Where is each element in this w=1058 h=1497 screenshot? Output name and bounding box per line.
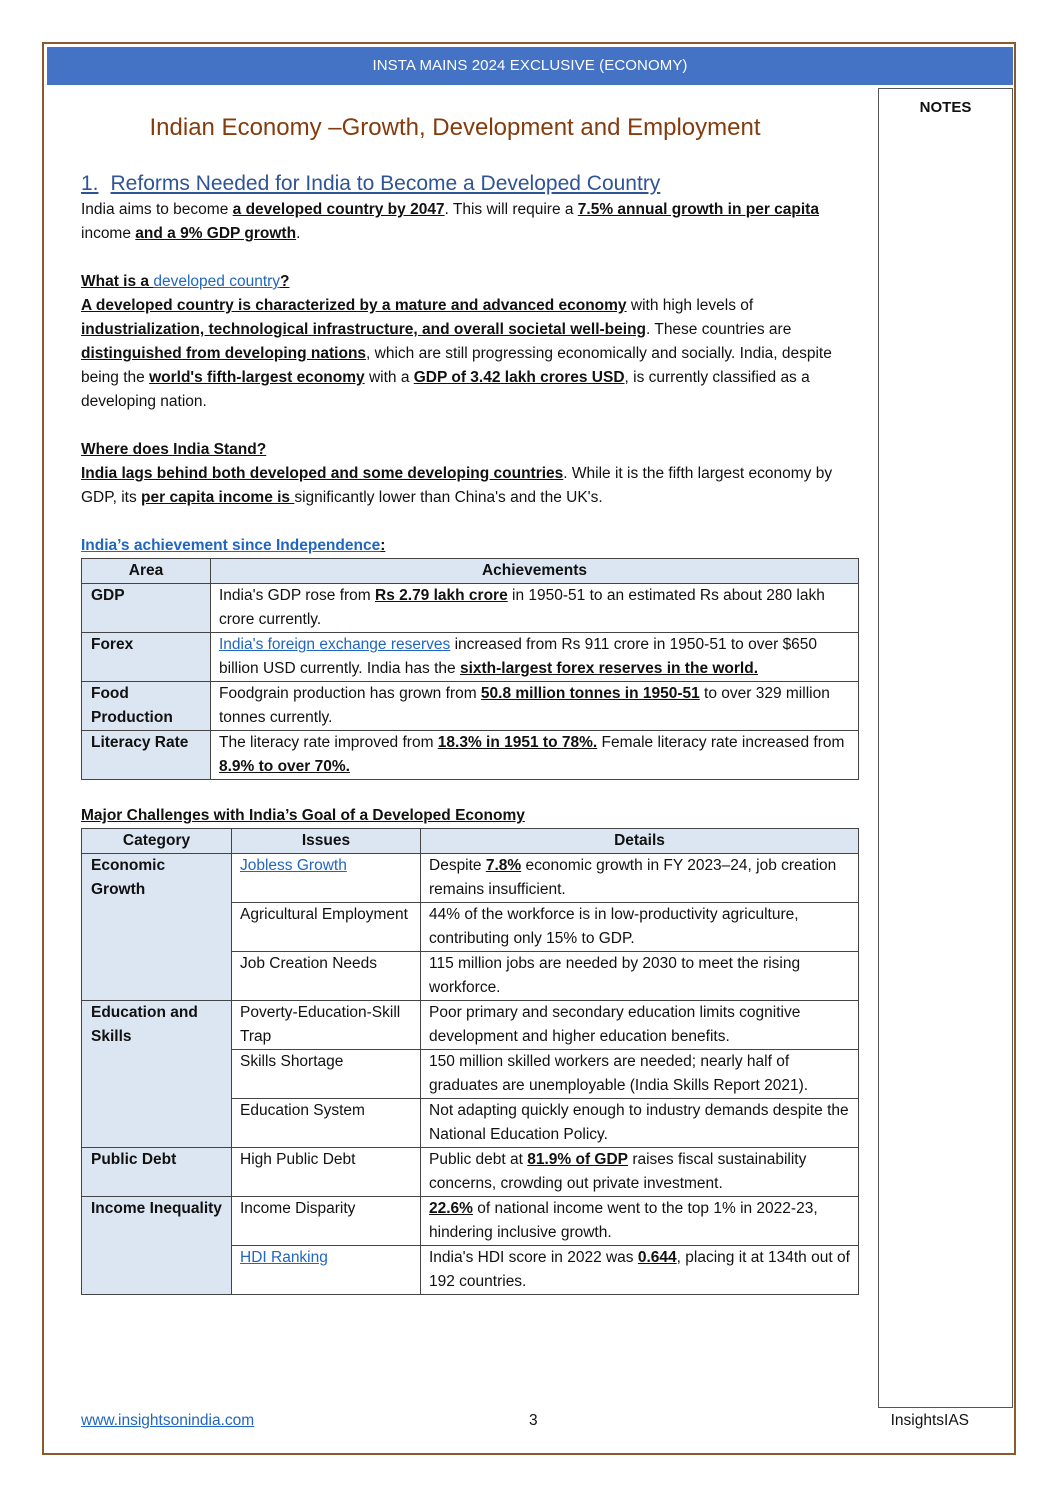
notes-title: NOTES [919,99,972,116]
table-row [82,584,859,633]
emphasis: and a 9% GDP growth [135,225,297,242]
text: to over 329 million tonnes currently. [219,685,830,726]
where-stand-paragraph [81,462,859,510]
emphasis: distinguished from developing nations [81,345,367,362]
category-cell: Public Debt [82,1148,232,1197]
details-cell [421,1148,859,1197]
issue-cell: Agricultural Employment [232,903,421,952]
text: Public debt at [429,1151,528,1168]
details-cell: 115 million jobs are needed by 2030 to meet the rising workforce. [421,952,859,1001]
details-cell: 150 million skilled workers are needed; nearly half of graduates are unemployable (India Skills Report 2021). [421,1050,859,1099]
page-number: 3 [529,1412,538,1429]
column-header: Area [82,559,211,584]
developed-country-link[interactable]: developed country [153,273,281,290]
challenges-table [81,828,859,1295]
column-header: Issues [232,829,421,854]
challenges-heading: Major Challenges with India’s Goal of a Developed Economy [81,807,525,824]
emphasis: 0.644 [637,1249,677,1266]
details-cell: Not adapting quickly enough to industry demands despite the National Education Policy. [421,1099,859,1148]
achievements-heading [81,534,859,558]
achievement-cell [211,584,859,633]
text: , is currently classified as a developing nation. [81,369,810,410]
text: The literacy rate improved from [219,734,438,751]
area-cell: Literacy Rate [82,731,211,780]
achievements-link[interactable]: India’s achievement since Independence [81,537,381,554]
achievement-cell [211,633,859,682]
emphasis: A developed country is characterized by a mature and advanced economy [81,297,627,314]
category-cell: Income Inequality [82,1197,232,1295]
text: India's GDP rose from [219,587,376,604]
document-body [81,108,859,1295]
column-header: Achievements [211,559,859,584]
emphasis: industrialization, technological infrastructure, and overall societal well-being [81,321,647,338]
text: economic growth in FY 2023–24, job creation remains insufficient. [429,857,837,898]
intro-paragraph [81,198,859,246]
text: raises fiscal sustainability concerns, crowding out private investment. [429,1151,807,1192]
achievements-table [81,558,859,780]
emphasis: 50.8 million tonnes in 1950-51 [480,685,700,702]
what-is-heading [81,270,859,294]
details-cell: Poor primary and secondary education limits cognitive development and higher education benefits. [421,1001,859,1050]
text: , placing it at 134th out of 192 countries. [429,1249,850,1290]
issue-cell [232,854,421,903]
page-footer [81,1412,971,1436]
notes-panel [878,88,1013,1408]
table-row [82,854,859,903]
emphasis: Rs 2.79 lakh crore [375,587,508,604]
emphasis: 8.9% to over 70%. [219,758,350,775]
text: India aims to become [81,201,233,218]
achievement-cell [211,682,859,731]
table-header-row [82,829,859,854]
text: Foodgrain production has grown from [219,685,481,702]
text: . [296,225,301,242]
text: What is a [81,273,154,290]
where-stand-heading: Where does India Stand? [81,441,267,458]
text: , which are still progressing economically and socially. India, despite being the [81,345,832,386]
text: increased from Rs 911 crore in 1950-51 to over $650 billion USD currently. India has the [219,636,818,677]
table-header-row [82,559,859,584]
section-heading [81,170,859,198]
details-cell [421,854,859,903]
issue-cell: Skills Shortage [232,1050,421,1099]
table-row [82,682,859,731]
emphasis: sixth-largest forex reserves in the world. [459,660,759,677]
text: Despite [429,857,486,874]
area-cell: GDP [82,584,211,633]
emphasis: 7.5% annual growth in per capita [577,201,819,218]
table-row [82,633,859,682]
emphasis: India lags behind both developed and some developing countries [81,465,564,482]
column-header: Category [82,829,232,854]
details-cell [421,1246,859,1295]
achievement-cell [211,731,859,780]
text: of national income went to the top 1% in 2022-23, hindering inclusive growth. [429,1200,818,1241]
text: with a [364,369,414,386]
header-banner: INSTA MAINS 2024 EXCLUSIVE (ECONOMY) [47,47,1013,85]
text: in 1950-51 to an estimated Rs about 280 lakh crore currently. [219,587,825,628]
section-number: 1. [81,172,99,195]
text: . These countries are [646,321,792,338]
category-cell: Education and Skills [82,1001,232,1148]
issue-cell: High Public Debt [232,1148,421,1197]
text: : [380,537,386,554]
issue-cell [232,1246,421,1295]
area-cell: Forex [82,633,211,682]
table-row [82,1197,859,1246]
issue-cell: Job Creation Needs [232,952,421,1001]
footer-brand: InsightsIAS [890,1412,969,1429]
emphasis: 7.8% [485,857,522,874]
table-row [82,1001,859,1050]
column-header: Details [421,829,859,854]
emphasis: a developed country by 2047 [232,201,445,218]
jobless-growth-link[interactable]: Jobless Growth [240,857,347,874]
text: significantly lower than China's and the UK's. [294,489,603,506]
emphasis: world's fifth-largest economy [149,369,365,386]
text: ? [280,273,290,290]
text: India's HDI score in 2022 was [429,1249,638,1266]
text: . This will require a [444,201,578,218]
forex-reserves-link[interactable]: India's foreign exchange reserves [219,636,451,653]
text: income [81,225,136,242]
issue-cell: Poverty-Education-Skill Trap [232,1001,421,1050]
table-row [82,731,859,780]
text: with high levels of [626,297,754,314]
emphasis: 18.3% in 1951 to 78%. [437,734,598,751]
what-is-paragraph [81,294,859,414]
page-title: Indian Economy –Growth, Development and Employment [149,114,761,141]
table-row [82,1148,859,1197]
issue-cell: Income Disparity [232,1197,421,1246]
website-link[interactable]: www.insightsonindia.com [81,1412,255,1429]
emphasis: per capita income is [141,489,295,506]
emphasis: 22.6% [429,1200,473,1217]
details-cell [421,1197,859,1246]
details-cell: 44% of the workforce is in low-productivity agriculture, contributing only 15% to GDP. [421,903,859,952]
section-title: Reforms Needed for India to Become a Developed Country [110,172,661,195]
emphasis: 81.9% of GDP [527,1151,629,1168]
category-cell: Economic Growth [82,854,232,1001]
text: . While it is the fifth largest economy by GDP, its [81,465,833,506]
area-cell: Food Production [82,682,211,731]
emphasis: GDP of 3.42 lakh crores USD [413,369,625,386]
hdi-ranking-link[interactable]: HDI Ranking [240,1249,328,1266]
issue-cell: Education System [232,1099,421,1148]
text: Female literacy rate increased from [597,734,845,751]
